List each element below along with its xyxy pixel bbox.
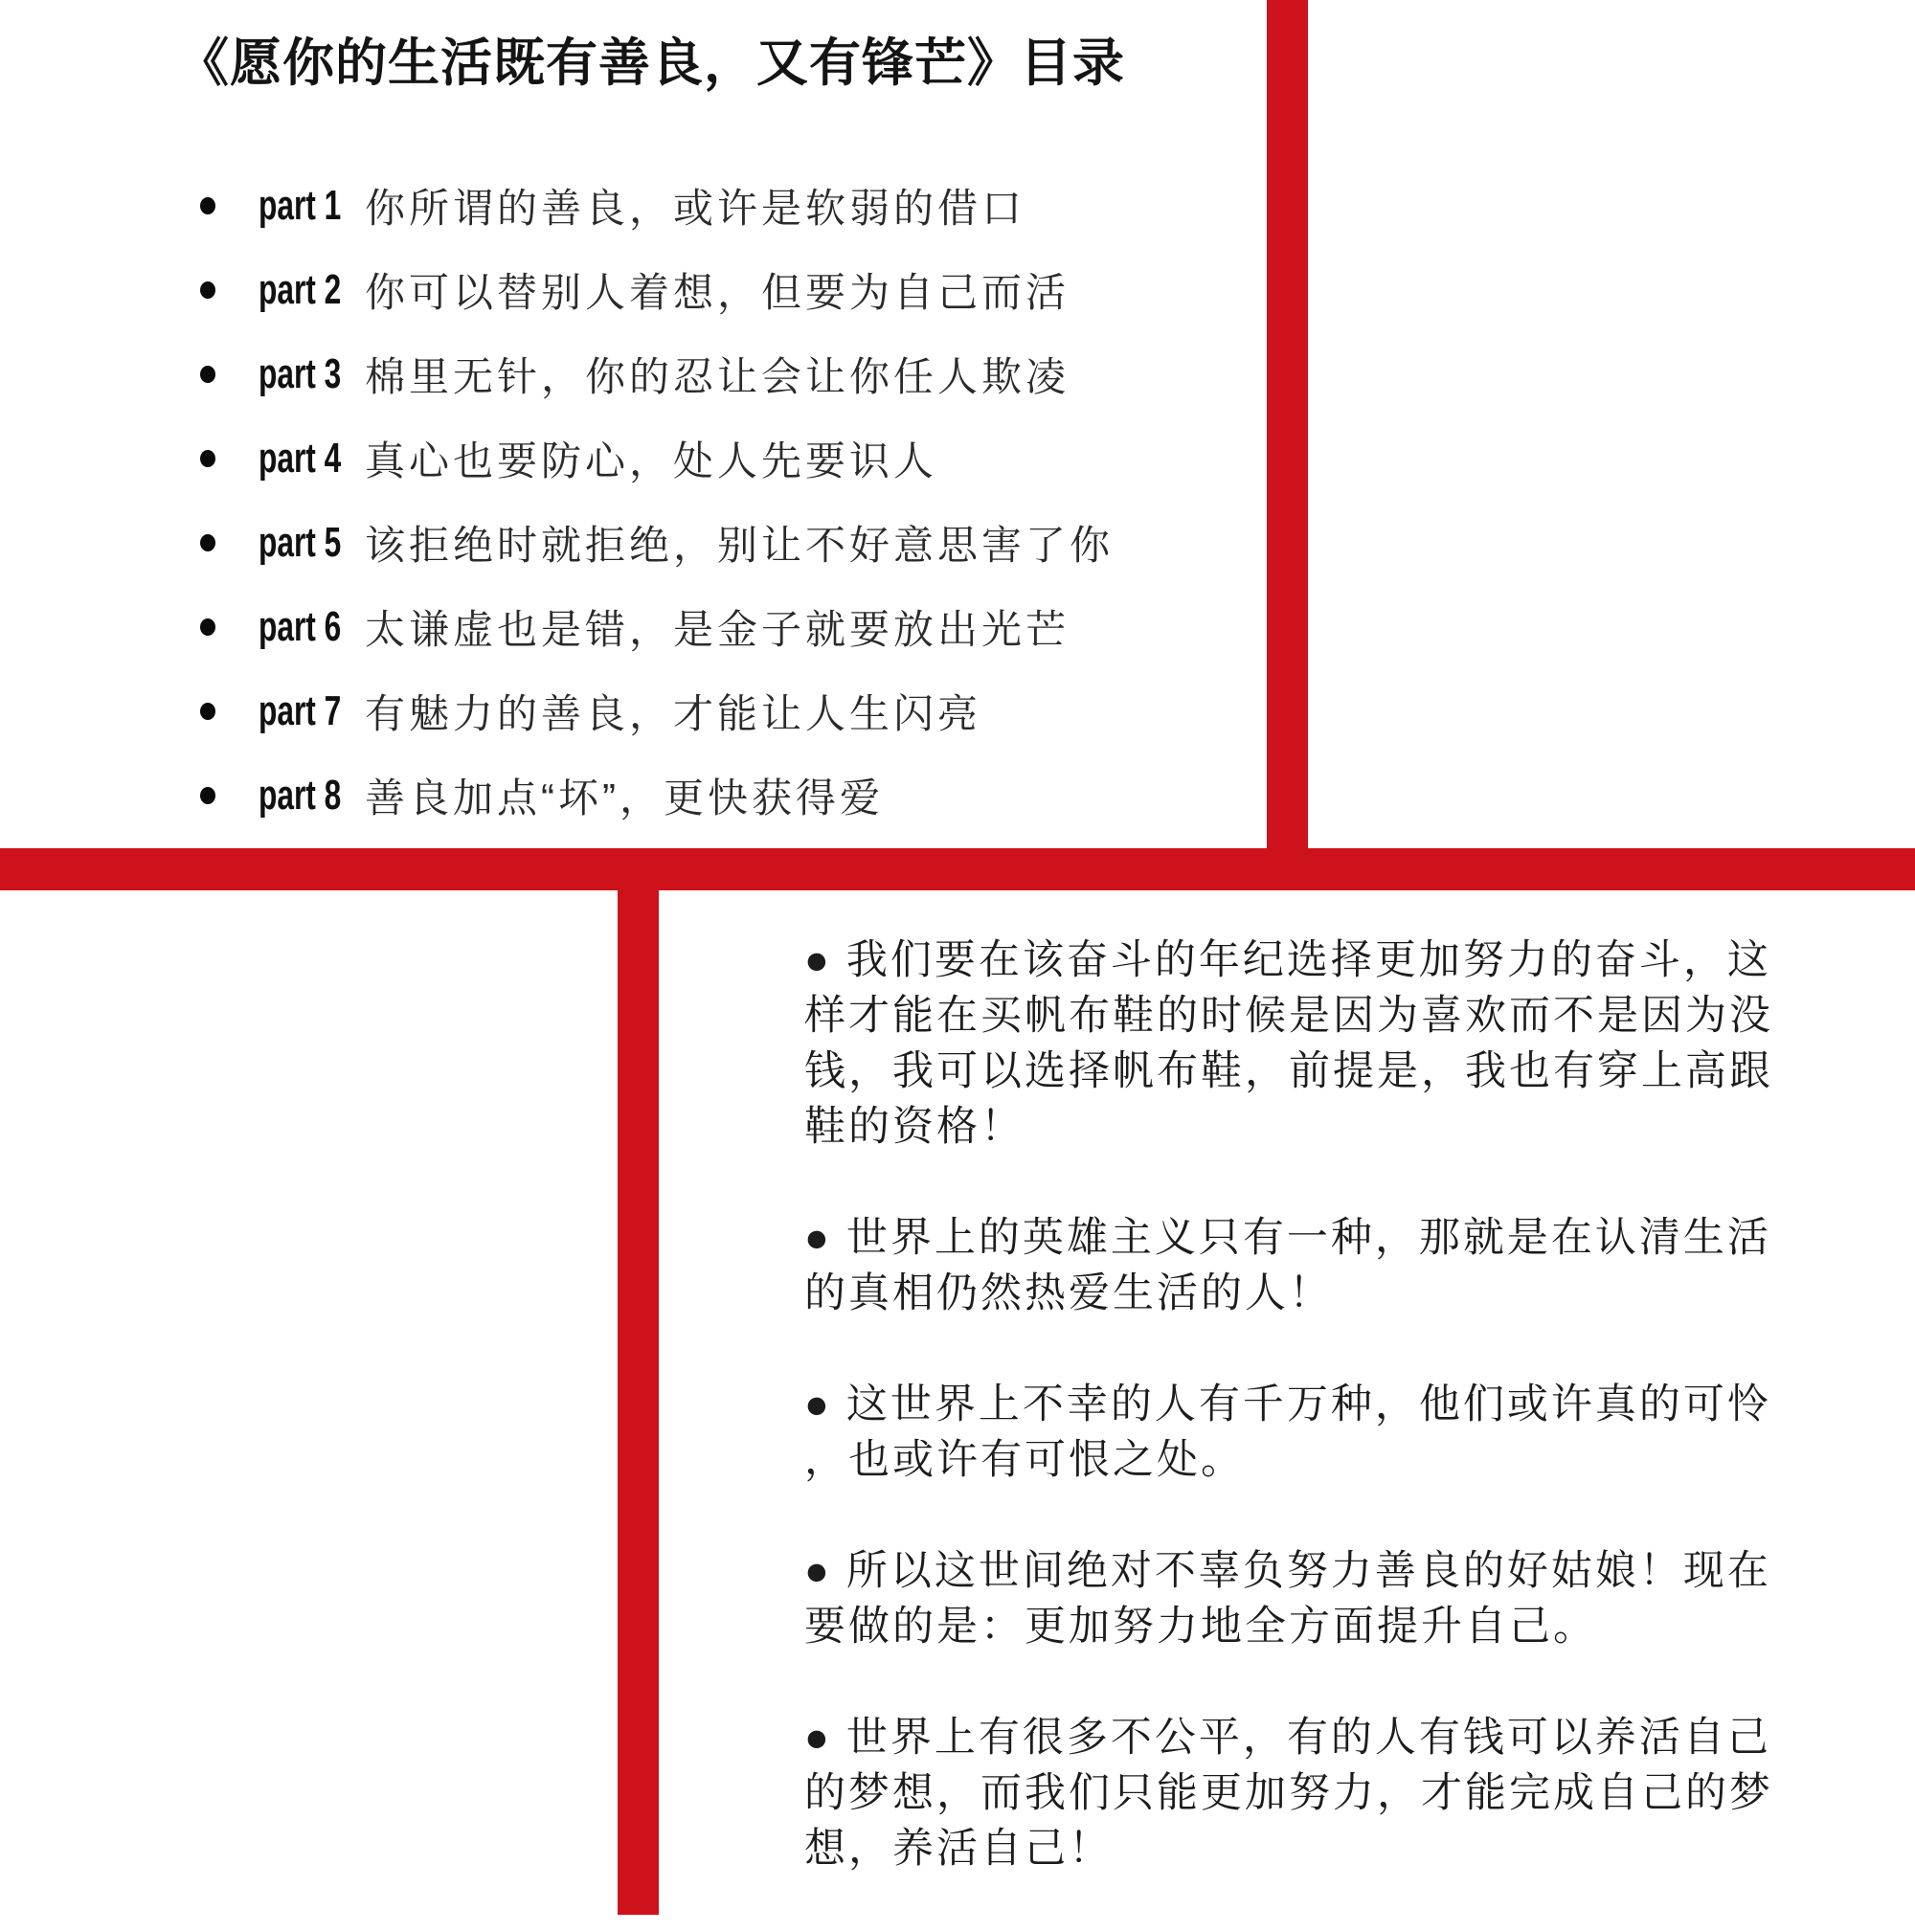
- quote-paragraph: [804, 1543, 1848, 1654]
- page-title: 《愿你的生活既有善良，又有锋芒》目录: [177, 34, 1125, 92]
- toc-item-text: 有魅力的善良，才能让人生闪亮: [365, 691, 982, 736]
- quote-paragraph: [804, 1377, 1848, 1488]
- quote-line: 样才能在买帆布鞋的时候是因为喜欢而不是因为没: [804, 993, 1773, 1039]
- quote-line: 的梦想，而我们只能更加努力，才能完成自己的梦: [804, 1770, 1773, 1816]
- toc-part-label: part 2: [259, 266, 342, 313]
- bullet-dot: [200, 197, 215, 214]
- toc-item-text: 你可以替别人着想，但要为自己而活: [365, 270, 1070, 315]
- toc-item: [200, 164, 1114, 248]
- quote-line: 想，养活自己！: [804, 1826, 1113, 1872]
- quote-line: ● 这世界上不幸的人有千万种，他们或许真的可怜: [804, 1382, 1771, 1427]
- toc-part-label: part 6: [259, 603, 342, 650]
- bullet-dot: [200, 450, 215, 467]
- toc-part-label: part 5: [259, 519, 342, 566]
- quote-line: 鞋的资格！: [804, 1104, 1025, 1150]
- quote-line: ● 世界上有很多不公平，有的人有钱可以养活自己: [804, 1715, 1771, 1761]
- bullet-dot: [200, 618, 215, 636]
- quotes-section: [804, 932, 1848, 1932]
- toc-item-text: 该拒绝时就拒绝，别让不好意思害了你: [365, 523, 1115, 568]
- toc-item: [200, 332, 1114, 416]
- quote-line: 钱，我可以选择帆布鞋，前提是，我也有穿上高跟: [804, 1048, 1773, 1094]
- toc-list: [200, 164, 1114, 838]
- red-vertical-bar-bottom: [618, 890, 659, 1915]
- toc-item: [200, 248, 1114, 332]
- toc-item: [200, 416, 1114, 501]
- bullet-dot: [200, 787, 215, 804]
- bullet-dot: [200, 534, 215, 551]
- toc-item: [200, 585, 1114, 669]
- red-vertical-bar-top: [1267, 0, 1308, 848]
- toc-item: [200, 501, 1114, 585]
- toc-part-label: part 4: [259, 435, 342, 482]
- toc-item-text: 真心也要防心，处人先要识人: [365, 438, 938, 483]
- toc-item: [200, 669, 1114, 753]
- quote-line: ，也或许有可恨之处。: [804, 1437, 1245, 1483]
- toc-item: [200, 753, 1114, 838]
- toc-part-label: part 1: [259, 182, 342, 229]
- quote-paragraph: [804, 1710, 1848, 1876]
- bullet-dot: [200, 281, 215, 299]
- toc-item-text: 善良加点“坏”，更快获得爱: [365, 775, 884, 820]
- toc-part-label: part 3: [259, 350, 342, 397]
- toc-part-label: part 8: [259, 772, 342, 819]
- quote-paragraph: [804, 932, 1848, 1155]
- quote-line: 要做的是：更加努力地全方面提升自己。: [804, 1604, 1597, 1650]
- toc-part-label: part 7: [259, 687, 342, 734]
- bullet-dot: [200, 703, 215, 720]
- red-horizontal-bar: [0, 848, 1915, 890]
- quote-line: ● 所以这世间绝对不辜负努力善良的好姑娘！现在: [804, 1548, 1771, 1594]
- quote-line: 的真相仍然热爱生活的人！: [804, 1270, 1333, 1316]
- quote-line: ● 我们要在该奋斗的年纪选择更加努力的奋斗，这: [804, 937, 1771, 983]
- toc-item-text: 你所谓的善良，或许是软弱的借口: [365, 186, 1026, 231]
- quote-paragraph: [804, 1210, 1848, 1321]
- quote-line: ● 世界上的英雄主义只有一种，那就是在认清生活: [804, 1215, 1771, 1261]
- toc-item-text: 太谦虚也是错，是金子就要放出光芒: [365, 607, 1070, 652]
- toc-item-text: 棉里无针，你的忍让会让你任人欺凌: [365, 354, 1070, 399]
- bullet-dot: [200, 366, 215, 383]
